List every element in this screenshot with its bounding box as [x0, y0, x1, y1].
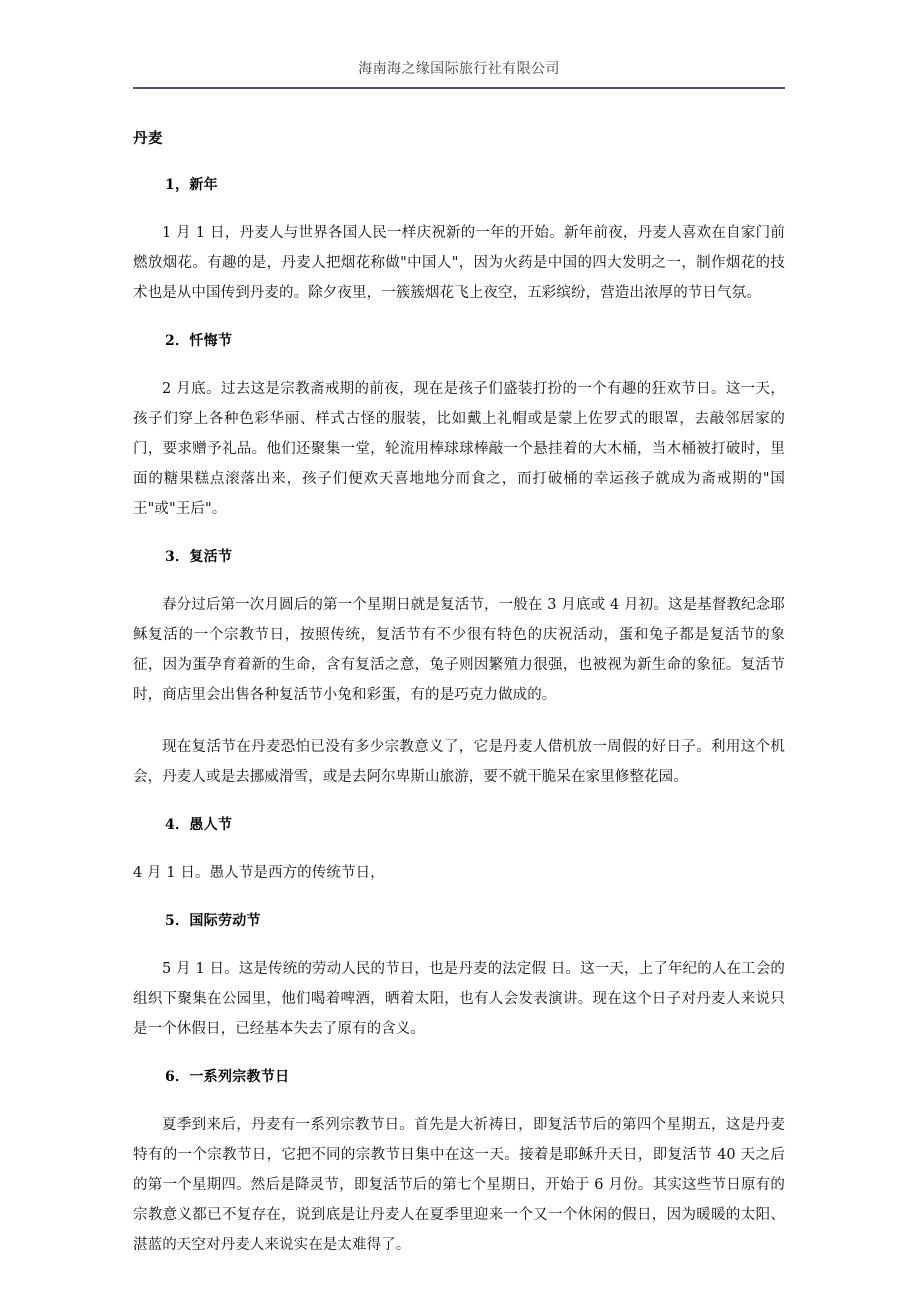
section-3-paragraph-2: 现在复活节在丹麦恐怕已没有多少宗教意义了，它是丹麦人借机放一周假的好日子。利用这个机会，丹麦人或是去挪威滑雪，或是去阿尔卑斯山旅游，要不就干脆呆在家里修整花园。 [133, 739, 785, 785]
section-heading-5: 5．国际劳动节 [165, 913, 261, 929]
document-body [133, 128, 785, 1260]
section-heading-4: 4．愚人节 [165, 817, 233, 833]
section-6-paragraph-1: 夏季到来后，丹麦有一系列宗教节日。首先是大祈祷日，即复活节后的第四个星期五，这是丹麦特有的一个宗教节日，它把不同的宗教节日集中在这一天。接着是耶稣升天日，即复活节 40 天之后的第一个星期四。然后是降灵节，即复活节后的第七个星期日，开始于 6 月份。其实这些节日原有的宗教意义都已不复存在，说到底是让丹麦人在夏季里迎来一个又一个休闲的假日，因为暖暖的太阳、湛蓝的天空对丹麦人来说实在是太难得了。 [133, 1117, 785, 1253]
section-4-paragraph-1: 4 月 1 日。愚人节是西方的传统节日， [133, 865, 385, 881]
page-title: 丹麦 [133, 130, 163, 147]
section-1-paragraph-1: 1 月 1 日，丹麦人与世界各国人民一样庆祝新的一年的开始。新年前夜，丹麦人喜欢在自家门前燃放烟花。有趣的是，丹麦人把烟花称做"中国人"，因为火药是中国的四大发明之一，制作烟花的技术也是从中国传到丹麦的。除夕夜里，一簇簇烟花飞上夜空，五彩缤纷，营造出浓厚的节日气氛。 [133, 225, 785, 301]
section-heading-6: 6．一系列宗教节日 [165, 1069, 290, 1085]
section-heading-1: 1，新年 [165, 177, 218, 193]
company-name: 海南海之缘国际旅行社有限公司 [358, 61, 560, 77]
running-header [133, 58, 785, 79]
header-divider [133, 87, 785, 89]
section-3-paragraph-1: 春分过后第一次月圆后的第一个星期日就是复活节，一般在 3 月底或 4 月初。这是基督教纪念耶稣复活的一个宗教节日，按照传统，复活节有不少很有特色的庆祝活动，蛋和兔子都是复活节的象征，因为蛋孕育着新的生命，含有复活之意，兔子则因繁殖力很强，也被视为新生命的象征。复活节时，商店里会出售各种复活节小兔和彩蛋，有的是巧克力做成的。 [133, 597, 785, 703]
section-heading-2: 2．忏悔节 [165, 333, 233, 349]
section-2-paragraph-1: 2 月底。过去这是宗教斋戒期的前夜，现在是孩子们盛装打扮的一个有趣的狂欢节日。这一天，孩子们穿上各种色彩华丽、样式古怪的服装，比如戴上礼帽或是蒙上佐罗式的眼罩，去敲邻居家的门，要求赠予礼品。他们还聚集一堂，轮流用棒球球棒敲一个悬挂着的大木桶，当木桶被打破时，里面的糖果糕点滚落出来，孩子们便欢天喜地地分而食之，而打破桶的幸运孩子就成为斋戒期的"国王"或"王后"。 [133, 381, 785, 517]
section-5-paragraph-1: 5 月 1 日。这是传统的劳动人民的节日，也是丹麦的法定假 日。这一天，上了年纪的人在工会的组织下聚集在公园里，他们喝着啤酒，晒着太阳，也有人会发表演讲。现在这个日子对丹麦人来说只是一个休假日，已经基本失去了原有的含义。 [133, 961, 785, 1037]
section-heading-3: 3．复活节 [165, 549, 233, 565]
